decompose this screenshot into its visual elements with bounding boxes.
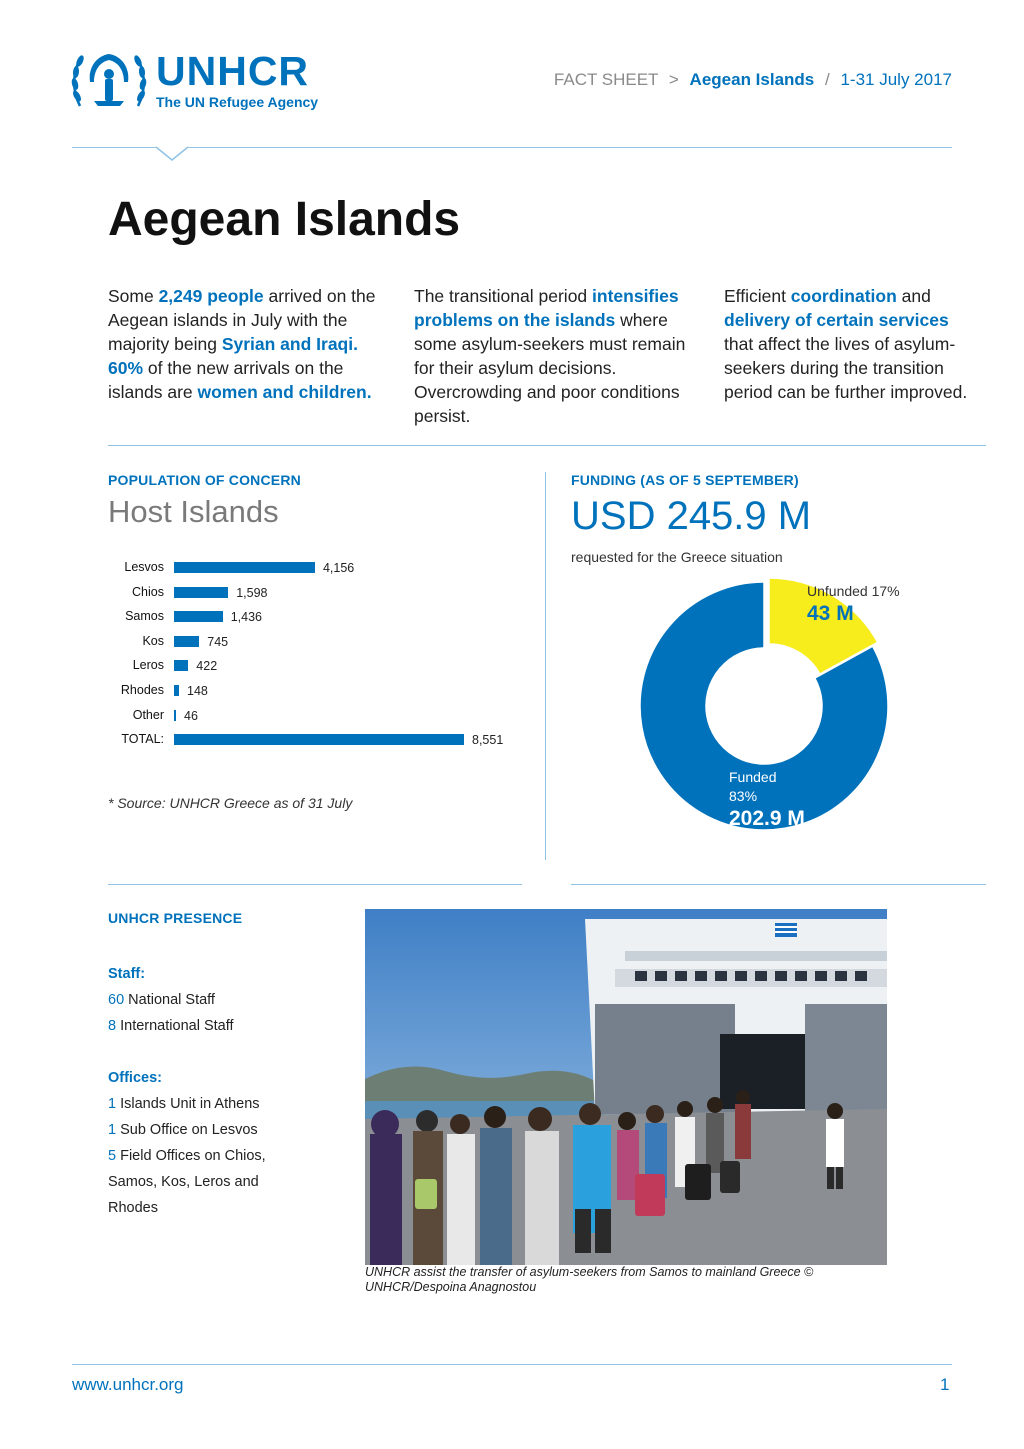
funding-donut-chart bbox=[634, 576, 894, 836]
staff-item bbox=[108, 1018, 234, 1034]
population-label: POPULATION OF CONCERN bbox=[108, 472, 301, 488]
section-divider-left bbox=[108, 884, 522, 885]
office-description: Samos, Kos, Leros and bbox=[108, 1174, 259, 1190]
population-subtitle: Host Islands bbox=[108, 494, 279, 529]
breadcrumb-root: FACT SHEET bbox=[553, 70, 659, 89]
bar-value-label: 46 bbox=[184, 708, 198, 723]
breadcrumb-date: 1-31 July 2017 bbox=[840, 70, 952, 89]
offices-heading: Offices: bbox=[108, 1070, 162, 1086]
intro-text: and bbox=[896, 286, 931, 306]
intro-highlight: intensifies problems on the islands bbox=[414, 286, 679, 330]
bar bbox=[174, 611, 223, 622]
office-item bbox=[108, 1148, 266, 1164]
bar-category-label: Chios bbox=[132, 584, 164, 599]
funding-label: FUNDING (AS OF 5 SEPTEMBER) bbox=[571, 472, 799, 488]
funded-label: Funded bbox=[729, 769, 777, 785]
bar-category-label: TOTAL: bbox=[121, 732, 164, 747]
funded-percent: 83% bbox=[729, 788, 758, 804]
intro-text: of the new arrivals on the islands are bbox=[108, 358, 344, 402]
staff-heading: Staff: bbox=[108, 966, 146, 982]
page-number: 1 bbox=[940, 1375, 950, 1394]
office-item bbox=[108, 1200, 158, 1216]
bar-category-label: Other bbox=[132, 707, 164, 722]
office-count: 1 bbox=[108, 1096, 117, 1112]
office-item bbox=[108, 1096, 260, 1112]
intro-column-3 bbox=[724, 284, 982, 404]
bar-category-label: Leros bbox=[132, 658, 164, 673]
staff-type: National Staff bbox=[124, 992, 215, 1008]
intro-text: arrived on the Aegean islands in July with the majority being bbox=[108, 286, 376, 354]
intro-text: that affect the lives of asylum-seekers during the transition period can be further improved. bbox=[724, 334, 968, 402]
intro-text: Some bbox=[108, 286, 159, 306]
breadcrumb-slash: / bbox=[825, 70, 830, 89]
breadcrumb-separator: > bbox=[668, 70, 679, 89]
bar-value-label: 148 bbox=[187, 684, 208, 698]
intro-highlight: Syrian and Iraqi. 60% bbox=[108, 334, 358, 378]
staff-type: International Staff bbox=[116, 1018, 234, 1034]
bar bbox=[174, 685, 179, 696]
intro-highlight: 2,249 people bbox=[158, 286, 264, 306]
intro-text: The transitional period bbox=[414, 286, 593, 306]
intro-highlight: coordination bbox=[790, 286, 897, 306]
page-title: Aegean Islands bbox=[108, 193, 461, 246]
breadcrumb bbox=[554, 70, 952, 90]
funding-requested-note: requested for the Greece situation bbox=[571, 549, 783, 565]
funding-amount: USD 245.9 M bbox=[571, 494, 812, 538]
bar bbox=[174, 734, 464, 745]
staff-count: 8 bbox=[108, 1018, 117, 1034]
bar-value-label: 4,156 bbox=[322, 561, 355, 575]
bar-category-label: Rhodes bbox=[120, 683, 164, 697]
bar-value-label: 745 bbox=[207, 634, 229, 649]
intro-highlight: delivery of certain services bbox=[724, 310, 949, 330]
office-description: Rhodes bbox=[108, 1200, 158, 1216]
bar-value-label: 1,598 bbox=[236, 585, 268, 600]
bar-category-label: Lesvos bbox=[124, 560, 164, 574]
footer-divider bbox=[72, 1364, 952, 1365]
bar-category-label: Kos bbox=[142, 633, 164, 648]
unfunded-amount: 43 M bbox=[807, 602, 854, 625]
footer-website-link[interactable]: www.unhcr.org bbox=[72, 1375, 184, 1394]
ferry-boarding-photo bbox=[365, 909, 887, 1265]
staff-item bbox=[108, 992, 215, 1008]
presence-label: UNHCR PRESENCE bbox=[108, 910, 243, 926]
intro-text: where some asylum-seekers must remain for their asylum decisions. Overcrowding and poor conditions persist. bbox=[414, 310, 686, 426]
host-islands-bar-chart bbox=[0, 0, 540, 800]
office-description: Islands Unit in Athens bbox=[116, 1096, 260, 1112]
bar bbox=[174, 636, 199, 647]
office-item bbox=[108, 1174, 259, 1190]
logo-tagline: The UN Refugee Agency bbox=[156, 94, 319, 110]
intro-highlight: women and children. bbox=[197, 382, 372, 402]
office-count: 1 bbox=[108, 1122, 117, 1138]
office-description: Field Offices on Chios, bbox=[116, 1148, 266, 1164]
bar-value-label: 422 bbox=[196, 659, 218, 674]
office-item bbox=[108, 1122, 258, 1138]
unfunded-label: Unfunded 17% bbox=[807, 583, 900, 599]
bar bbox=[174, 660, 188, 671]
column-divider bbox=[545, 472, 546, 860]
breadcrumb-current: Aegean Islands bbox=[689, 70, 815, 89]
photo-caption: UNHCR assist the transfer of asylum-seekers from Samos to mainland Greece © UNHCR/Despoina Anagnostou bbox=[365, 1265, 814, 1294]
section-divider-right bbox=[571, 884, 986, 885]
office-count: 5 bbox=[108, 1148, 117, 1164]
bar-value-label: 8,551 bbox=[472, 733, 504, 748]
bar bbox=[174, 587, 228, 598]
population-source: * Source: UNHCR Greece as of 31 July bbox=[108, 795, 353, 811]
bar-value-label: 1,436 bbox=[230, 610, 262, 625]
staff-count: 60 bbox=[108, 992, 125, 1008]
bar-category-label: Samos bbox=[125, 609, 164, 624]
logo-wordmark: UNHCR bbox=[156, 48, 310, 94]
funded-amount: 202.9 M bbox=[729, 807, 805, 830]
office-description: Sub Office on Lesvos bbox=[116, 1122, 258, 1138]
intro-text: Efficient bbox=[724, 286, 791, 306]
bar bbox=[174, 710, 176, 721]
bar bbox=[174, 562, 315, 573]
